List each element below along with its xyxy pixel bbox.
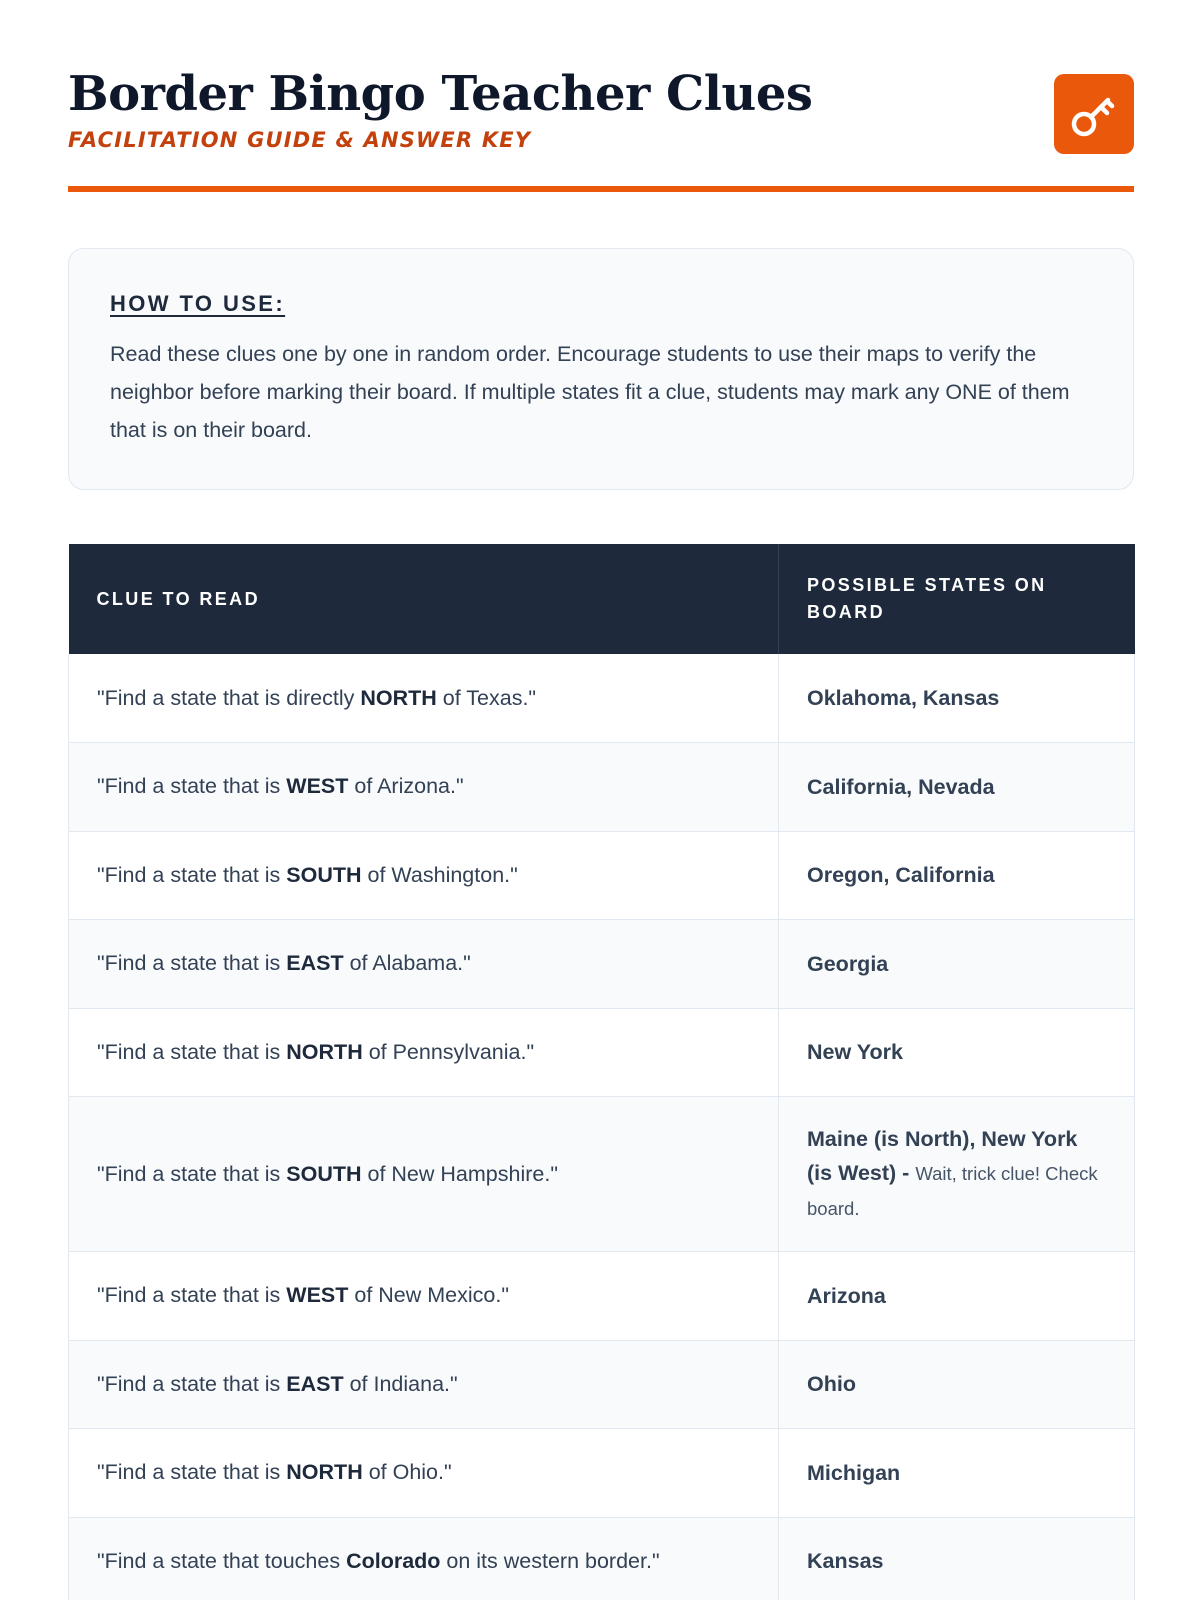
answer-cell (779, 1429, 1135, 1518)
header (68, 0, 1134, 192)
clue-cell (69, 1252, 779, 1341)
clue-cell (69, 920, 779, 1009)
clue-text: "Find a state that is (97, 1161, 287, 1186)
clue-text: of Pennsylvania." (362, 1039, 535, 1064)
answer-states: Maine (is North), New York (is West) - (807, 1127, 1078, 1185)
table-body (69, 654, 1135, 1600)
key-badge (1054, 74, 1134, 154)
clue-text: "Find a state that is (97, 862, 287, 887)
clue-cell (69, 831, 779, 920)
how-to-use-box (68, 248, 1134, 490)
how-to-use-heading: HOW TO USE: (110, 291, 286, 316)
clue-text: of Indiana." (343, 1371, 458, 1396)
clue-direction: EAST (286, 1371, 344, 1396)
answer-states: Oregon, California (807, 863, 995, 888)
clue-text: of Arizona." (348, 774, 464, 799)
clue-cell (69, 1097, 779, 1252)
page-title: Border Bingo Teacher Clues (68, 66, 813, 122)
table-row (69, 1340, 1135, 1429)
answer-states: Michigan (807, 1460, 901, 1485)
answer-states: Ohio (807, 1372, 856, 1397)
answer-cell (779, 1340, 1135, 1429)
clue-direction: SOUTH (286, 1161, 362, 1186)
answer-cell (779, 1008, 1135, 1097)
clue-text: of Texas." (436, 685, 537, 710)
answer-cell (779, 654, 1135, 743)
clue-text: of New Mexico." (348, 1283, 509, 1308)
answer-note: Wait, trick clue! Check board. (807, 1163, 1098, 1219)
page (68, 0, 1134, 1574)
clue-text: "Find a state that is (97, 951, 287, 976)
table-row (69, 743, 1135, 832)
clue-direction: SOUTH (286, 862, 362, 887)
clue-cell (69, 654, 779, 743)
clue-text: "Find a state that is (97, 1283, 287, 1308)
answer-cell (779, 1097, 1135, 1252)
answer-cell (779, 920, 1135, 1009)
clue-text: on its western border." (440, 1548, 660, 1573)
table-row (69, 1097, 1135, 1252)
answer-states: Oklahoma, Kansas (807, 686, 1000, 710)
answer-cell (779, 1517, 1135, 1600)
column-header-states: POSSIBLE STATES ON BOARD (779, 544, 1135, 654)
answer-states: New York (807, 1040, 903, 1065)
table-header-row (69, 544, 1135, 654)
how-to-use-text: Read these clues one by one in random order. Encourage students to use their maps to verify the neighbor before marking their board. If multiple states fit a clue, students may mark any ONE of them that is on their board. (110, 342, 1070, 442)
clue-text: "Find a state that is (97, 774, 287, 799)
clue-text: "Find a state that is (97, 1371, 287, 1396)
answer-states: Kansas (807, 1549, 884, 1574)
clue-direction: EAST (286, 951, 344, 976)
answer-cell (779, 831, 1135, 920)
table-row (69, 831, 1135, 920)
clue-text: of Ohio." (362, 1460, 452, 1485)
clue-direction: NORTH (286, 1039, 363, 1064)
key-icon (1068, 88, 1120, 140)
clue-text: "Find a state that is directly (97, 685, 361, 710)
clue-direction: WEST (286, 1283, 349, 1308)
table-row (69, 920, 1135, 1009)
answer-states: Arizona (807, 1283, 886, 1308)
table-row (69, 1429, 1135, 1518)
clue-text: of Washington." (361, 862, 518, 887)
table-row (69, 1517, 1135, 1600)
clues-table (68, 544, 1134, 1600)
table-row (69, 1008, 1135, 1097)
clue-direction: NORTH (360, 685, 437, 710)
table-row (69, 654, 1135, 743)
clue-cell (69, 1340, 779, 1429)
answer-cell (779, 1252, 1135, 1341)
clue-direction: WEST (286, 774, 349, 799)
clue-cell (69, 1517, 779, 1600)
clue-direction: NORTH (286, 1460, 363, 1485)
clue-cell (69, 743, 779, 832)
column-header-clue: CLUE TO READ (69, 544, 779, 654)
clue-text: of New Hampshire." (361, 1161, 558, 1186)
clue-text: "Find a state that is (97, 1460, 287, 1485)
clue-text: "Find a state that is (97, 1039, 287, 1064)
clue-text: of Alabama." (343, 951, 471, 976)
clue-direction: Colorado (346, 1548, 441, 1573)
clue-cell (69, 1008, 779, 1097)
table-row (69, 1252, 1135, 1341)
answer-states: Georgia (807, 951, 889, 976)
page-subtitle: FACILITATION GUIDE & ANSWER KEY (68, 128, 532, 152)
answer-states: California, Nevada (807, 774, 995, 799)
clue-text: "Find a state that touches (97, 1548, 347, 1573)
answer-cell (779, 743, 1135, 832)
clue-cell (69, 1429, 779, 1518)
